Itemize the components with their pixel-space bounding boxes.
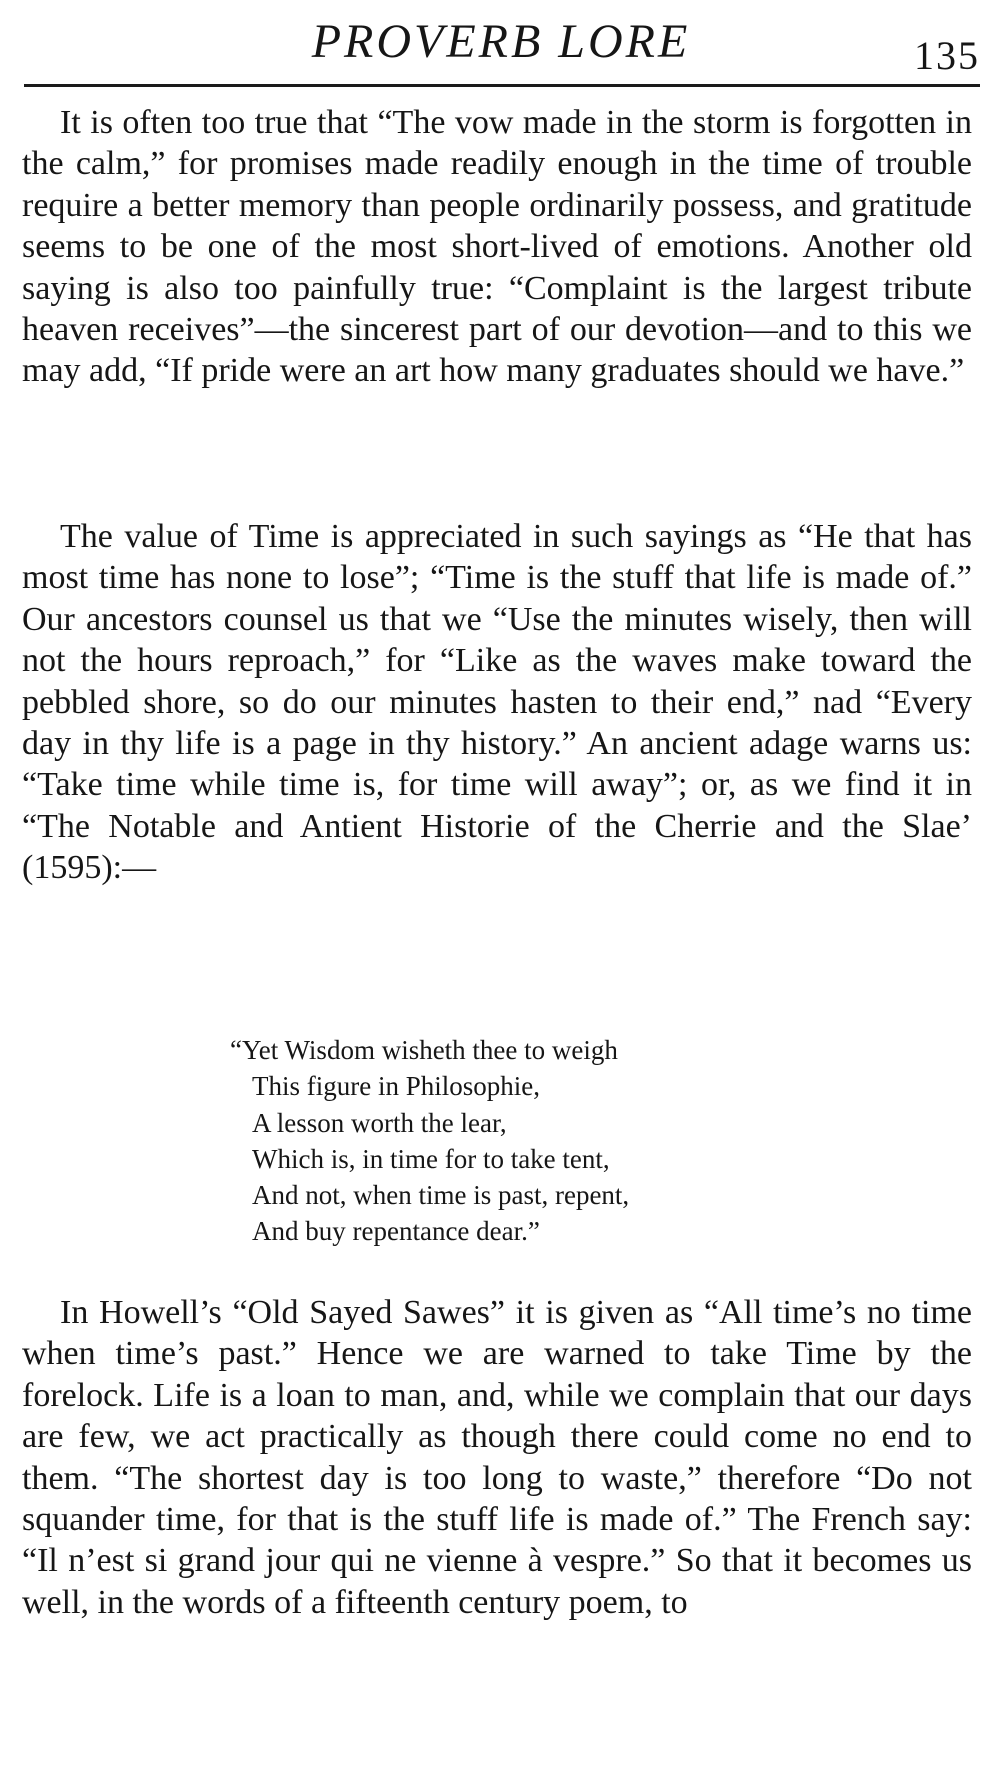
poem-line: Which is, in time for to take tent, — [252, 1143, 610, 1174]
paragraph-value-of-time: The value of Time is appreciated in such sayings as “He that has most time has none to lose”; “Time is the stuff that life is made of.” Our ancestors counsel us that we “Use the minutes wisely, then will not the hours reproach,” for “Like as the waves make toward the pebbled shore, so do our minutes hasten to their end,” nad “Every day in thy life is a page in thy history.” An ancient adage warns us: “Take time while time is, for time will away”; or, as we find it in “The Notable and Antient Historie of the Cherrie and the Slae’ (1595):— — [22, 518, 972, 887]
poem-line: This figure in Philosophie, — [252, 1071, 540, 1102]
running-title: PROVERB LORE — [311, 15, 691, 68]
quoted-poem — [230, 1032, 870, 1250]
page-number: 135 — [914, 33, 980, 78]
poem-line: And buy repentance dear.” — [252, 1216, 540, 1247]
paragraph-vow-and-complaint: It is often too true that “The vow made in the storm is forgotten in the calm,” for promises made readily enough in the time of trouble require a better memory than people ordinarily possess, and gratitude seems to be one of the most short-lived of emotions. Another old saying is also too painfully true: “Complaint is the largest tribute heaven receives”—the sincerest part of our devotion—and to this we may add, “If pride were an art how many graduates should we have.” — [22, 104, 972, 390]
running-head — [22, 10, 980, 90]
header-rule — [24, 84, 980, 87]
paragraph-howell-sayings: In Howell’s “Old Sayed Sawes” it is given as “All time’s no time when time’s past.” Hence we are warned to take Time by the forelock. Life is a loan to man, and, while we complain that our days are few, we act practically as though there could come no end to them. “The shortest day is too long to waste,” therefore “Do not squander time, for that is the stuff life is made of.” The French say: “Il n’est si grand jour qui ne vienne à vespre.” So that it becomes us well, in the words of a fifteenth century poem, to — [22, 1294, 972, 1621]
poem-line: “Yet Wisdom wisheth thee to weigh — [230, 1035, 618, 1065]
poem-line: A lesson worth the lear, — [252, 1107, 507, 1138]
poem-line: And not, when time is past, repent, — [252, 1180, 630, 1211]
